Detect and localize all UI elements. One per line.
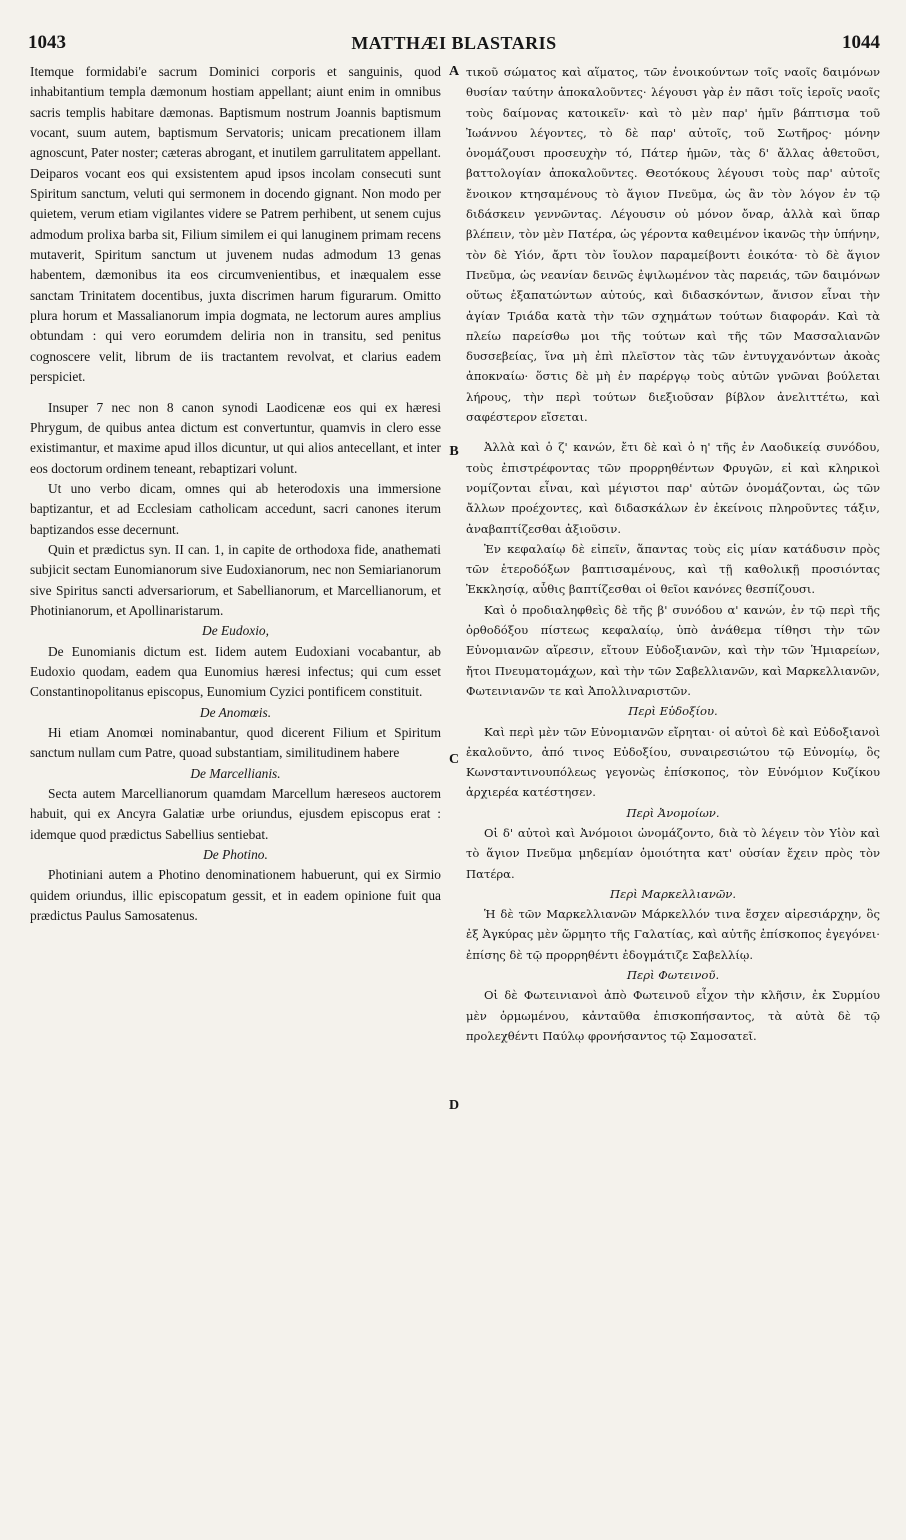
- running-title: MATTHÆI BLASTARIS: [351, 33, 557, 53]
- greek-column: [466, 62, 880, 1046]
- greek-paragraph: Καὶ περὶ μὲν τῶν Εὐνομιανῶν εἴρηται· οἱ αὐτοὶ δὲ καὶ Εὐδοξιανοὶ ἐκαλοῦντο, ἀπό τινος Εὐδοξίου, συναιρεσιώτου τῷ Εὐνομίῳ, ὃς Κωνσταντινουπόλεως γεγονὼς ἐπίσκοπος, τὸν Εὐνόμιον Κυζίκου ἀρχιερέα κατέστησεν.: [466, 724, 880, 800]
- margin-marker-a: A: [448, 64, 460, 79]
- greek-paragraph: Οἱ δὲ Φωτεινιανοὶ ἀπὸ Φωτεινοῦ εἶχον τὴν κλῆσιν, ἐκ Συρμίου μὲν ὁρμωμένου, κἀνταῦθα ἐπισκοπήσαντος, τὰ αὐτὰ δὲ τῷ προλεχθέντι Παύλῳ φρονήσαντος τῷ Σαμοσατεῖ.: [466, 988, 880, 1043]
- section-heading: De Eudoxio,: [202, 623, 269, 639]
- margin-marker-d: D: [448, 1098, 460, 1113]
- section-heading: Περὶ Φωτεινοῦ.: [626, 968, 720, 983]
- latin-paragraph: Hi etiam Anomœi nominabantur, quod dicerent Filium et Spiritum sanctum nullam cum Patre, quoad substantiam, similitudinem habere: [30, 725, 441, 761]
- greek-paragraph: Ἡ δὲ τῶν Μαρκελλιανῶν Μάρκελλόν τινα ἔσχεν αἱρεσιάρχην, ὃς ἐξ Ἀγκύρας μὲν ὥρμητο τῆς Γαλατίας, καὶ αὐτῆς ἐπίσκοπος ἐγεγόνει· ἐπίσης δὲ τῷ προρρηθέντι ἐδογμάτιζε Σαβελλίῳ.: [466, 907, 880, 962]
- section-heading: Περὶ Μαρκελλιανῶν.: [609, 886, 737, 901]
- section-heading: De Anomœis.: [199, 704, 272, 720]
- greek-paragraph: Ἀλλὰ καὶ ὁ ζ' κανών, ἔτι δὲ καὶ ὁ η' τῆς ἐν Λαοδικείᾳ συνόδου, τοὺς ἐπιστρέφοντας τῶν προρρηθέντων Φρυγῶν, εἰ καὶ κληρικοὶ νομίζονται εἶναι, καὶ μέγιστοι παρ' αὐτῶν ὀνομάζονται, ὡς τῶν ἄλλων προέχοντες, καὶ διδασκάλων ἐν ἐκείνοις πληροῦντες τάξιν, ἀναβαπτίζεσθαι ἀξιοῦσιν.: [466, 440, 880, 536]
- greek-paragraph: τικοῦ σώματος καὶ αἵματος, τῶν ἐνοικούντων τοῖς ναοῖς δαιμόνων θυσίαν ταύτην ἀποκαλοῦντες· λέγουσι γὰρ ἐν πᾶσι τοῖς ἱεροῖς ναοῖς τοὺς δαίμονας κατοικεῖν· καὶ τὸ μὲν παρ' ἡμῖν βάπτισμα τοῦ Ἰωάννου λέγοντες, τὸ δὲ παρ' αὐτοῖς, τοῦ Σωτῆρος· μόνην ὀνομάζουσι προσευχὴν τό, Πάτερ ἡμῶν, τὰς δ' ἄλλας ἀθετοῦσι, βαττολογίαν ἀποκαλοῦντες. Θεοτόκους λέγουσι τοὺς παρ' αὐτοῖς ἔνοικον κτησαμένους τὸ ἅγιον Πνεῦμα, ὡς ἂν τὸν λόγον ἐν τῷ διδάσκειν γεννῶντας. Λέγουσιν οὐ μόνον ὄναρ, ἀλλὰ καὶ ὕπαρ βλέπειν, τὸν μὲν Πατέρα, ὡς γέροντα καθειμένον ἱκανῶς τὴν ὑπήνην, τὸν δὲ Υἱόν, ἄρτι τὸν ἴουλον παραμείβοντι ἐοικότα· τὸ δὲ ἅγιον Πνεῦμα, ὡς νεανίαν δεινῶς ἐψιλωμένον τὰς παρειάς, τῶν δαιμόνων οὕτως ἐξαπατώντων αὐτούς, καὶ διδασκόντων, ἄνισον εἶναι τὴν ἁγίαν Τριάδα κατὰ τὴν τῶν σχημάτων τούτων διαφοράν. Καὶ τὰ πλείω παρείσθω μοι τῆς τούτων καὶ τῆς τῶν Μασσαλιανῶν δυσσεβείας, ἵνα μὴ ἐπὶ πλεῖστον τὰς τῶν ἐντυγχανόντων ἀκοὰς ἀποκναίω· ὅστις δὲ μὴ ἐν παρέργῳ τοὺς αὐτῶν γνῶναι βούλεται λήρους, τὴν περὶ τούτων διεξιοῦσαν βίβλον ἀνελιττέτω, καὶ σαφέστερον εἴσεται.: [466, 65, 880, 425]
- section-heading: Περὶ Ἀνομοίων.: [626, 805, 720, 820]
- latin-paragraph: Itemque formidabi'e sacrum Dominici corporis et sanguinis, quod inhabitantium templa dæmonum hostiam appellant; aiunt enim in omnibus sacris templis habitare dæmonas. Baptismum nostrum Joannis baptismum vocant, suum autem, baptismum Servatoris; unicam precationem illam agnoscunt, Pater noster; cæteras abrogant, et inutilem garrulitatem appellant. Deiparos vocant eos qui exsistentem apud ipsos incolam consecuti sunt Spiritum sanctum, veluti qui sermonem in docendo gignant. Non modo per quietem, verum etiam vigilantes videre se Patrem perhibent, ut senem cujus admodum prolixa barba sit, Filium similem ei qui lanuginem primam recens mutaverit, Spiritum sanctum ut juvenem nudas admodum 13 genas habentem, dæmonibus ita eos circumvenientibus, et inæqualem esse sanctam Trinitatem docentibus, juxta discrimen harum figurarum. Omitto plura horum et Massalianorum impia dogmata, ne lectorum aures amplius obtundam : qui vero eorumdem deliria non in transitu, sed penitus cognoscere velit, librum de iis tractantem revolvat, et clarius eadem perspiciet.: [30, 64, 441, 385]
- latin-paragraph: Quin et prædictus syn. II can. 1, in capite de orthodoxa fide, anathemati subjicit sectam Eunomianorum sive Eudoxianorum, nec non Semiarianorum sive Spiritus sancti adversariorum, et Sabellianorum, et Marcellianorum, et Photinianorum, et Apollinaristarum.: [30, 541, 441, 618]
- latin-paragraph: Photiniani autem a Photino denominationem habuerunt, qui ex Sirmio quidem oriundus, illic episcopatum gessit, et in eadem opinione fuit qua prædictus Paulus Samosatenus.: [30, 867, 441, 924]
- greek-paragraph: Οἱ δ' αὐτοὶ καὶ Ἀνόμοιοι ὠνομάζοντο, διὰ τὸ λέγειν τὸν Υἱὸν καὶ τὸ ἅγιον Πνεῦμα μηδεμίαν ὁμοιότητα κατ' οὐσίαν ἔχειν πρὸς τὸν Πατέρα.: [466, 825, 880, 881]
- latin-paragraph: Secta autem Marcellianorum quamdam Marcellum hæreseos auctorem habuit, qui ex Ancyra Galatiæ urbe oriundus, ejusdem episcopus erat : idemque quod prædictus Sabellius sentiebat.: [30, 786, 441, 842]
- page-header: [28, 32, 880, 58]
- greek-paragraph: Ἐν κεφαλαίῳ δὲ εἰπεῖν, ἅπαντας τοὺς εἰς μίαν κατάδυσιν πρὸς τῶν ἑτεροδόξων βαπτισαμένους, καὶ τῇ καθολικῇ προσιόντας Ἐκκλησίᾳ, αὖθις βαπτίζεσθαι οἱ θεῖοι κανόνες θεσπίζουσι.: [466, 541, 880, 597]
- page-number-left: 1043: [28, 32, 66, 53]
- latin-paragraph: De Eunomianis dictum est. Iidem autem Eudoxiani vocabantur, ab Eudoxio quodam, eadem qua Eunomius hæresi infectus; qui cum esset Constantinopolitanus episcopus, Eunomium Cyzici pontificem constituit.: [30, 643, 441, 700]
- section-heading: De Photino.: [203, 847, 268, 863]
- section-heading: Περὶ Εὐδοξίου.: [628, 704, 718, 719]
- margin-marker-b: B: [449, 444, 459, 459]
- margin-marker-c: C: [448, 752, 460, 767]
- latin-paragraph: Ut uno verbo dicam, omnes qui ab heterodoxis una immersione baptizantur, et ad Ecclesiam catholicam accedunt, sacri canones iterum baptizandos esse decernunt.: [30, 480, 441, 537]
- latin-paragraph: Insuper 7 nec non 8 canon synodi Laodicenæ eos qui ex hæresi Phrygum, de quibus antea dictum est convertuntur, quamvis in clero esse existimantur, et maxime apud illos dicuntur, ut qui alios antecellant, et inter eos doctorum ordinem teneant, rebaptizari volunt.: [30, 399, 441, 476]
- section-heading: De Marcellianis.: [190, 765, 281, 781]
- page-number-right: 1044: [842, 32, 880, 53]
- greek-paragraph: Καὶ ὁ προδιαληφθεὶς δὲ τῆς β' συνόδου α' κανών, ἐν τῷ περὶ τῆς ὀρθοδόξου πίστεως κεφαλαίῳ, ὑπὸ ἀνάθεμα τίθησι τὴν τῶν Εὐνομιανῶν αἵρεσιν, εἴτουν Εὐδοξιανῶν, καὶ τὴν τῶν Ἡμιαρείων, ἤτοι Πνευματομάχων, καὶ τὴν τῶν Σαβελλιανῶν, καὶ Μαρκελλιανῶν, Φωτεινιανῶν τε καὶ Ἀπολλιναριστῶν.: [466, 602, 880, 698]
- latin-column: [30, 62, 441, 926]
